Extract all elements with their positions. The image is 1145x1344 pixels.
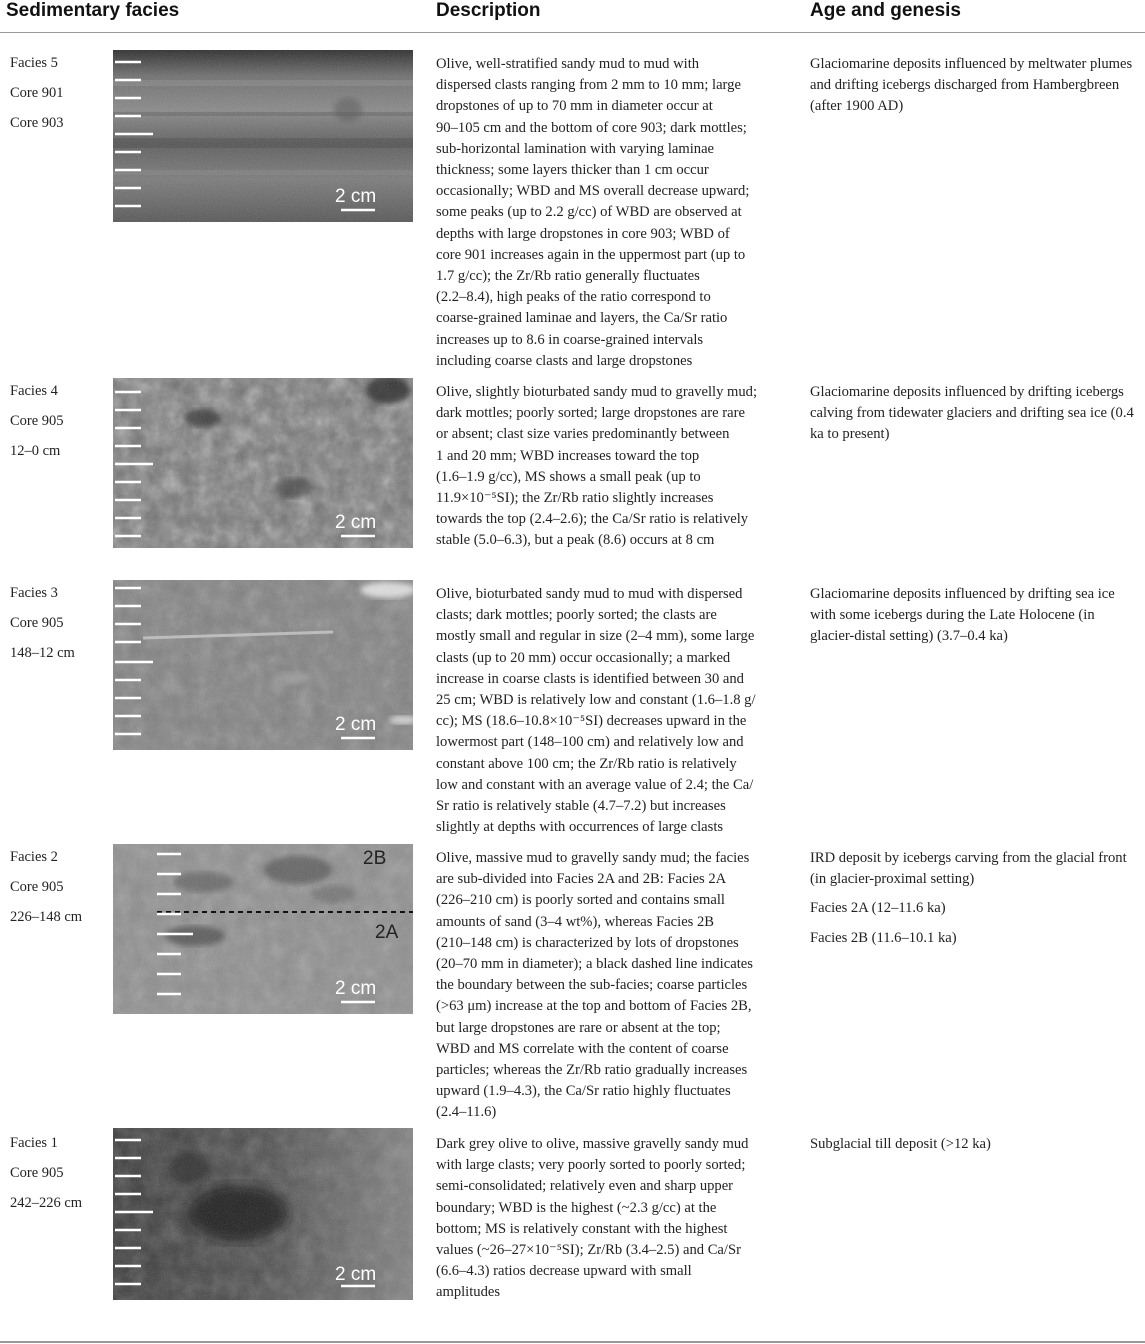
- subfacies-2a-label: 2A: [375, 922, 399, 943]
- table-bottom-rule: [0, 1341, 1145, 1343]
- age-text: Glaciomarine deposits influenced by drifting icebergs calving from tidewater glaciers and drifting sea ice (0.4 ka to present): [810, 384, 1134, 443]
- core-photo: [113, 378, 413, 548]
- scale-label: 2 cm: [335, 186, 377, 207]
- facies-age: [810, 584, 1142, 656]
- facies-description: Olive, bioturbated sandy mud to mud with dispersed clasts; dark mottles; poorly sorted; the clasts are mostly small and regular in size (2–4 mm), some large clasts (up to 20 mm) occur occasionally; a marked increase in coarse clasts is identified between 30 and 25 cm; WBD is relatively low and constant (1.6–1.8 g/ cc); MS (18.6–10.8×10⁻⁵SI) decreases upward in the lowermost part (148–100 cm) and relatively low and constant above 100 cm; the Zr/Rb ratio is relatively low and constant with an average value of 2.4; the Ca/ Sr ratio is relatively stable (4.7–7.2) but increases slightly at depths with occurrences of large clasts: [436, 586, 756, 836]
- core-depth: 12–0 cm: [10, 443, 61, 459]
- age-text: Glaciomarine deposits influenced by meltwater plumes and drifting icebergs discharged from Hambergbreen (after 1900 AD): [810, 56, 1133, 115]
- age-text: IRD deposit by icebergs carving from the glacial front (in glacier-proximal setting): [810, 850, 1127, 888]
- core-depth: 148–12 cm: [10, 645, 75, 661]
- core-photo: [113, 844, 413, 1014]
- core-name: Core 905: [10, 1165, 64, 1181]
- facies-age: [810, 848, 1142, 957]
- scale-label: 2 cm: [335, 512, 377, 533]
- age-text: Glaciomarine deposits influenced by drifting sea ice with some icebergs during the Late Holocene (in glacier-distal setting) (3.7–0.4 ka): [810, 586, 1115, 645]
- core-name: Core 905: [10, 413, 64, 429]
- core-photo: [113, 50, 413, 222]
- facies-label: [10, 1128, 82, 1218]
- age-text: Facies 2B (11.6–10.1 ka): [810, 929, 957, 946]
- core-photo: [113, 580, 413, 750]
- header-age: Age and genesis: [810, 0, 961, 21]
- facies-name: Facies 3: [10, 585, 58, 601]
- header-description: Description: [436, 0, 541, 21]
- core-depth: Core 903: [10, 115, 64, 131]
- facies-description: Olive, massive mud to gravelly sandy mud; the facies are sub-divided into Facies 2A and 2B: Facies 2A (226–210 cm) is poorly sorted and contains small amounts of sand (3–4 wt%), whereas Facies 2B (210–148 cm) is characterized by lots of dropstones (20–70 mm in diameter); a black dashed line indicates the boundary between the sub-facies; coarse particles (>63 μm) increase at the top and bottom of Facies 2B, but large dropstones are rare or absent at the top; WBD and MS correlate with the content of coarse particles; whereas the Zr/Rb ratio gradually increases upward (1.9–4.3), the Ca/Sr ratio highly fluctuates (2.4–11.6): [436, 850, 753, 1121]
- facies-label: [10, 842, 82, 932]
- facies-description: Olive, slightly bioturbated sandy mud to gravelly mud; dark mottles; poorly sorted; large dropstones are rare or absent; clast size varies predominantly between 1 and 20 mm; WBD increases toward the top (1.6–1.9 g/cc), MS shows a small peak (up to 11.9×10⁻⁵SI); the Zr/Rb ratio slightly increases towards the top (2.4–2.6); the Ca/Sr ratio is relatively stable (5.0–6.3), but a peak (8.6) occurs at 8 cm: [436, 384, 758, 549]
- age-text: Subglacial till deposit (>12 ka): [810, 1136, 991, 1152]
- facies-name: Facies 1: [10, 1135, 58, 1151]
- facies-label: [10, 376, 64, 466]
- table-header: [0, 0, 1145, 33]
- scale-label: 2 cm: [335, 1264, 377, 1285]
- header-facies: Sedimentary facies: [6, 0, 180, 21]
- age-text: Facies 2A (12–11.6 ka): [810, 900, 946, 917]
- core-depth: 242–226 cm: [10, 1195, 83, 1211]
- facies-name: Facies 2: [10, 849, 58, 865]
- facies-name: Facies 4: [10, 383, 58, 399]
- facies-age: [810, 54, 1142, 126]
- core-photo: [113, 1128, 413, 1300]
- core-name: Core 905: [10, 615, 64, 631]
- subfacies-2b-label: 2B: [363, 848, 387, 869]
- core-name: Core 905: [10, 879, 64, 895]
- scale-label: 2 cm: [335, 978, 377, 999]
- facies-label: [10, 48, 64, 138]
- core-depth: 226–148 cm: [10, 909, 83, 925]
- core-name: Core 901: [10, 85, 64, 101]
- facies-description: Olive, well-stratified sandy mud to mud with dispersed clasts ranging from 2 mm to 10 mm; large dropstones of up to 70 mm in diameter occur at 90–105 cm and the bottom of core 903; dark mottles; sub-horizontal lamination with varying laminae thickness; some layers thicker than 1 cm occur occasionally; WBD and MS overall decrease upward; some peaks (up to 2.2 g/cc) of WBD are observed at depths with large dropstones in core 903; WBD of core 901 increases again in the uppermost part (up to 1.7 g/cc); the Zr/Rb ratio generally fluctuates (2.2–8.4), high peaks of the ratio correspond to coarse-grained laminae and layers, the Ca/Sr ratio increases up to 8.6 in coarse-grained intervals including coarse clasts and large dropstones: [436, 56, 750, 369]
- facies-label: [10, 578, 75, 668]
- facies-name: Facies 5: [10, 55, 58, 71]
- facies-age: [810, 382, 1142, 454]
- facies-description: Dark grey olive to olive, massive gravelly sandy mud with large clasts; very poorly sorted to poorly sorted; semi-consolidated; relatively even and sharp upper boundary; WBD is the highest (~2.3 g/cc) at the bottom; MS is relatively constant with the highest values (~26–27×10⁻⁵SI); Zr/Rb (3.4–2.5) and Ca/Sr (6.6–4.3) ratios decrease upward with small amplitudes: [436, 1136, 749, 1301]
- facies-age: [810, 1134, 1142, 1163]
- scale-label: 2 cm: [335, 714, 377, 735]
